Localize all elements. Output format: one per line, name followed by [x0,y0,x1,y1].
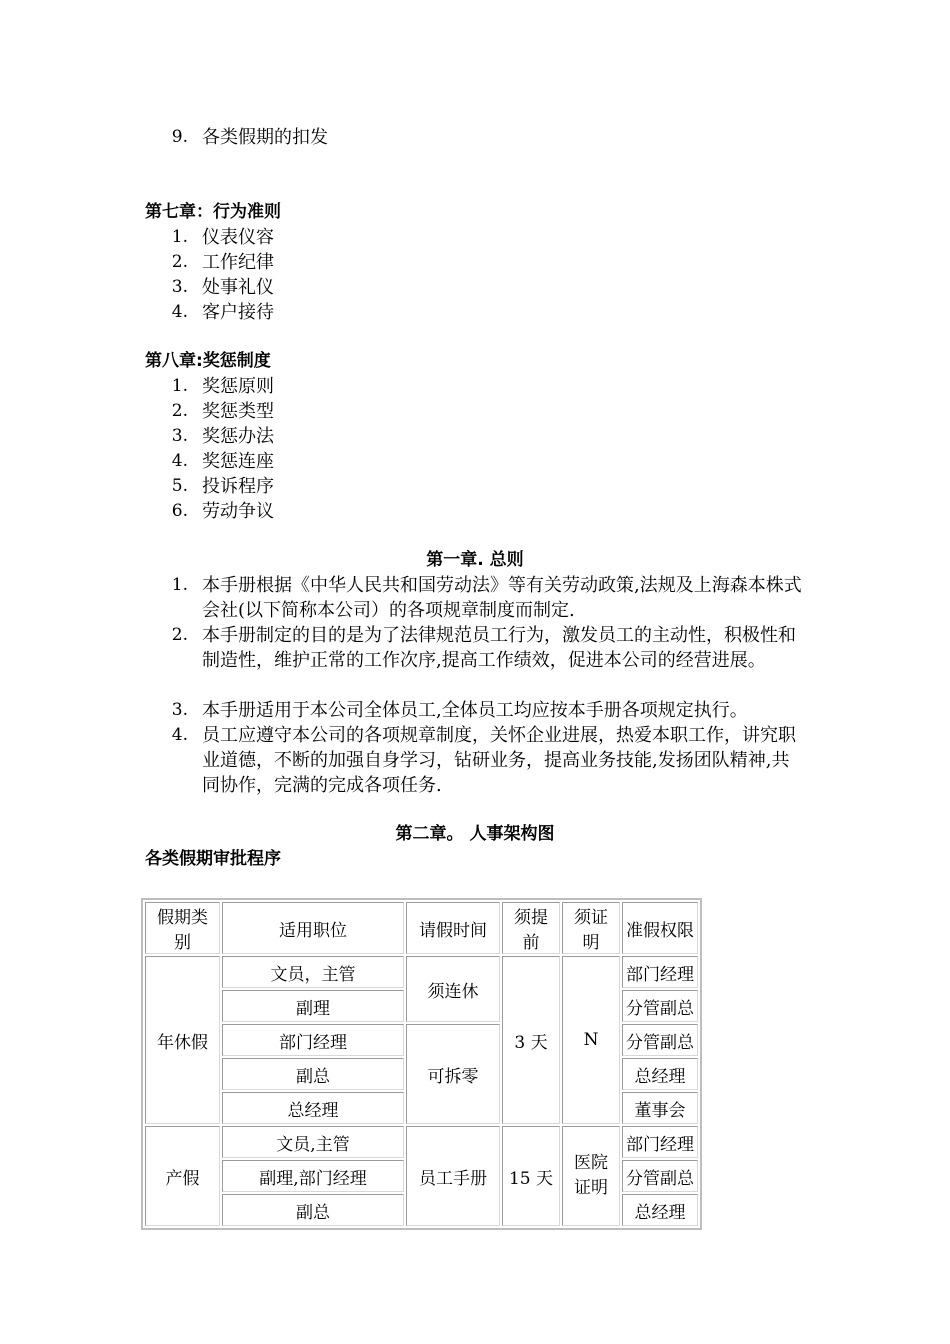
list-item: 客户接待 [202,302,274,323]
table-row [145,1126,698,1158]
table-header-cell: 适用职位 [222,902,404,954]
list-number: 6. [171,501,188,521]
chapter2-title-text: 第二章。 人事架构图 [395,824,555,844]
chapter2-title [0,822,950,847]
chapter7-title: 第七章：行为准则 [145,202,281,222]
authority-cell: 董事会 [622,1092,698,1124]
position-cell: 副理,部门经理 [222,1160,404,1192]
list-item: 劳动争议 [202,501,274,522]
table-header-cell: 须提前 [502,902,560,954]
authority-cell: 分管副总 [622,1024,698,1056]
list-number: 4. [171,725,188,745]
leave-approval-table [141,898,702,1230]
chapter1-title [0,548,950,573]
table-header-cell: 假期类别 [145,902,220,954]
list-number: 1. [171,227,188,247]
paragraph: 本手册适用于本公司全体员工,全体员工均应按本手册各项规定执行。 [202,700,748,721]
table-row [145,956,698,988]
table-header-row [145,902,698,954]
proof-cell: N [562,956,620,1124]
list-item: 处事礼仪 [202,277,274,298]
leave-type-cell: 产假 [145,1126,220,1226]
list-item: 奖惩办法 [202,426,274,447]
leave-time-cell: 可拆零 [406,1024,500,1124]
list-number: 2. [171,401,188,421]
authority-cell: 总经理 [622,1194,698,1226]
position-cell: 副理 [222,990,404,1022]
chapter8-title: 第八章:奖惩制度 [145,351,271,371]
list-number: 3. [171,277,188,297]
position-cell: 总经理 [222,1092,404,1124]
list-item: 投诉程序 [202,476,274,497]
leave-type-cell: 年休假 [145,956,220,1124]
position-cell: 文员,主管 [222,1126,404,1158]
paragraph: 本手册根据《中华人民共和国劳动法》等有关劳动政策,法规及上海森本株式会社(以下简称本公司）的各项规章制度而制定. [202,575,802,621]
list-number: 1. [171,376,188,396]
advance-cell: 3 天 [502,956,560,1124]
authority-cell: 部门经理 [622,956,698,988]
proof-line: 医院 [574,1153,608,1173]
proof-line: 证明 [574,1178,608,1198]
authority-cell: 分管副总 [622,990,698,1022]
paragraph: 本手册制定的目的是为了法律规范员工行为，激发员工的主动性，积极性和制造性，维护正常的工作次序,提高工作绩效，促进本公司的经营进展。 [202,625,796,671]
chapter1-title-text: 第一章. 总则 [426,550,524,570]
authority-cell: 总经理 [622,1058,698,1090]
list-number: 5. [171,476,188,496]
list-item: 奖惩连座 [202,451,274,472]
list-item: 工作纪律 [202,252,274,273]
paragraph: 员工应遵守本公司的各项规章制度，关怀企业进展，热爱本职工作，讲究职业道德，不断的加强自身学习，钻研业务，提高业务技能,发扬团队精神,共同协作，完满的完成各项任务. [202,725,796,796]
position-cell: 副总 [222,1194,404,1226]
table-header-cell: 准假权限 [622,902,698,954]
list-number: 3. [171,426,188,446]
authority-cell: 分管副总 [622,1160,698,1192]
list-item: 仪表仪容 [202,227,274,248]
list-number: 1. [171,575,188,595]
list-number: 3. [171,700,188,720]
table-header-cell: 请假时间 [406,902,500,954]
authority-cell: 部门经理 [622,1126,698,1158]
list-number: 4. [171,451,188,471]
list-number: 9. [171,127,188,147]
list-number: 2. [171,252,188,272]
section-subtitle: 各类假期审批程序 [145,849,281,869]
table-header-cell: 须证明 [562,902,620,954]
leave-time-cell: 须连休 [406,956,500,1022]
list-number: 2. [171,625,188,645]
list-item: 各类假期的扣发 [202,127,328,148]
position-cell: 副总 [222,1058,404,1090]
leave-time-cell: 员工手册 [406,1126,500,1226]
position-cell: 文员，主管 [222,956,404,988]
advance-cell: 15 天 [502,1126,560,1226]
list-item: 奖惩类型 [202,401,274,422]
list-item: 奖惩原则 [202,376,274,397]
list-number: 4. [171,302,188,322]
position-cell: 部门经理 [222,1024,404,1056]
proof-cell [562,1126,620,1226]
